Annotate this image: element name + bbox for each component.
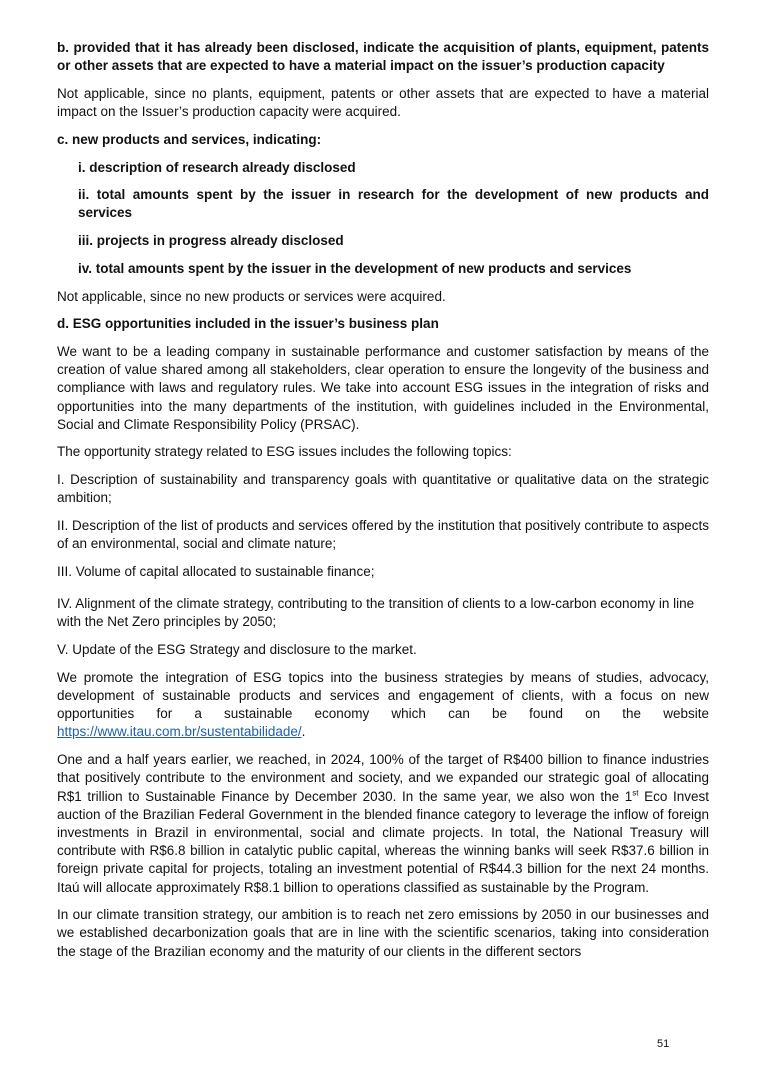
section-b-heading: b. provided that it has already been disclosed, indicate the acquisition of plants, equipment, patents or other assets that are expected to have a material impact on the issuer’s production capacity — [57, 40, 709, 74]
section-d-paragraph-3 — [57, 669, 709, 742]
section-d-paragraph-4 — [57, 751, 709, 897]
topic-item: I. Description of sustainability and transparency goals with quantitative or qualitative data on the strategic ambition; — [57, 472, 709, 506]
section-d-heading: d. ESG opportunities included in the issuer’s business plan — [57, 316, 439, 332]
section-c-body: Not applicable, since no new products or services were acquired. — [57, 288, 446, 304]
section-c-item: iv. total amounts spent by the issuer in the development of new products and services — [78, 260, 632, 276]
sustainability-website-link[interactable]: https://www.itau.com.br/sustentabilidade/ — [57, 724, 302, 740]
topic-item: II. Description of the list of products and services offered by the institution that positively contribute to aspects of an environmental, social and climate nature; — [57, 518, 709, 552]
paragraph-text: We promote the integration of ESG topics into the business strategies by means of studies, advocacy, development of sustainable products and services and engagement of clients, with a focus on new opportunities for a sustainable economy which can be found on the website — [57, 669, 709, 722]
page-number: 51 — [657, 1038, 670, 1050]
paragraph-text: . — [301, 724, 306, 740]
paragraph-text: Eco Invest auction of the Brazilian Federal Government in the blended finance category to leverage the inflow of foreign investments in Brazil in environmental, social and climate projects. In total, the National Treasury will contribute with R$6.8 billion in catalytic public capital, whereas the winning banks will seek R$37.6 billion in foreign private capital for projects, totaling an investment potential of R$44.3 billion for the next 24 months. Itaú will allocate approximately R$8.1 billion to operations classified as sustainable by the Program. — [57, 788, 709, 895]
section-c-item: i. description of research already disclosed — [78, 159, 356, 175]
section-c-item: ii. total amounts spent by the issuer in research for the development of new products and services — [78, 187, 709, 221]
paragraph-text: One and a half years earlier, we reached, in 2024, 100% of the target of R$400 billion to finance industries that positively contribute to the environment and society, and we expanded our strategic goal of allocating R$1 trillion to Sustainable Finance by December 2030. In the same year, we also won the 1 — [57, 752, 709, 804]
section-d-paragraph-1: We want to be a leading company in sustainable performance and customer satisfaction by means of the creation of value shared among all stakeholders, clear operation to ensure the longevity of the business and compliance with laws and regulatory rules. We take into account ESG issues in the integration of risks and opportunities into the many departments of the institution, with guidelines included in the Environmental, Social and Climate Responsibility Policy (PRSAC). — [57, 343, 709, 432]
topic-item: III. Volume of capital allocated to sustainable finance; — [57, 563, 375, 579]
topic-item: IV. Alignment of the climate strategy, contributing to the transition of clients to a low-carbon economy in line with the Net Zero principles by 2050; — [57, 596, 695, 630]
document-page — [57, 39, 709, 970]
section-c-heading: c. new products and services, indicating: — [57, 131, 322, 147]
section-c-item: iii. projects in progress already disclosed — [78, 233, 344, 249]
section-d-paragraph-2: The opportunity strategy related to ESG issues includes the following topics: — [57, 444, 512, 460]
topic-item: V. Update of the ESG Strategy and disclosure to the market. — [57, 642, 417, 658]
section-b-body: Not applicable, since no plants, equipment, patents or other assets that are expected to have a material impact on the Issuer’s production capacity were acquired. — [57, 85, 709, 120]
section-d-paragraph-5: In our climate transition strategy, our ambition is to reach net zero emissions by 2050 in our businesses and we established decarbonization goals that are in line with the scientific scenarios, taking into consideration the stage of the Brazilian economy and the maturity of our clients in the different sectors — [57, 907, 709, 959]
ordinal-suffix: st — [632, 788, 639, 797]
